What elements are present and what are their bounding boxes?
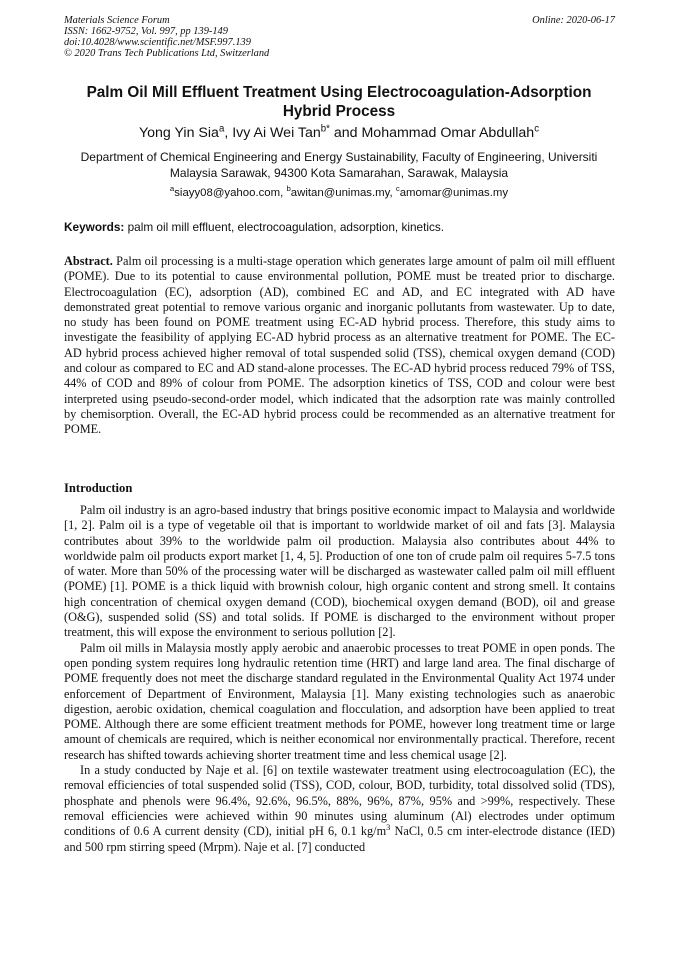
author-3: Mohammad Omar Abdullah <box>361 125 535 141</box>
keywords-text: palm oil mill effluent, electrocoagulation, adsorption, kinetics. <box>124 220 445 234</box>
author-sep-1: , <box>224 125 233 141</box>
introduction-body <box>64 503 615 855</box>
email-b: awitan@unimas.my, <box>290 187 396 199</box>
online-date: Online: 2020-06-17 <box>532 15 615 26</box>
abstract-label: Abstract. <box>64 254 113 268</box>
author-emails <box>56 186 622 200</box>
email-c: amomar@unimas.my <box>399 187 509 199</box>
intro-p3-text-b: NaCl, 0.5 cm inter-electrode distance (IED) and 500 rpm stirring speed (Mrpm). Naje et al. [7] conducted <box>64 824 615 854</box>
journal-name: Materials Science Forum <box>64 15 170 26</box>
email-a-sup: a <box>169 184 175 194</box>
author-sep-2: and <box>329 125 362 141</box>
author-list <box>40 124 638 142</box>
title-line-1: Palm Oil Mill Effluent Treatment Using Electrocoagulation-Adsorption <box>86 84 592 101</box>
issn-line: ISSN: 1662-9752, Vol. 997, pp 139-149 <box>64 26 228 38</box>
intro-paragraph-2: Palm oil mills in Malaysia mostly apply aerobic and anaerobic processes to treat POME in open ponds. The open ponding system requires long hydraulic retention time (HRT) and large land area. The final discharge of POME frequently does not meet the discharge standard regulated in the Environmental Quality Act 1974 under enforcement of Department of Environment, Malaysia [1]. Many existing technologies such as anaerobic digestion, aerobic oxidation, chemical coagulation and flocculation, and adsorption have been applied to treat POME. Although there are some efficient treatment methods for POME, however long treatment time or large amount of chemicals are required, which is neither economical nor environmentally practical. Therefore, recent research has shifted towards achieving shorter treatment time and less chemical usage [2]. <box>64 640 615 762</box>
title-line-2: Hybrid Process <box>282 103 396 120</box>
email-c-sup: c <box>395 184 400 194</box>
intro-p3-text-a: In a study conducted by Naje et al. [6] on textile wastewater treatment using electrocoagulation (EC), the removal efficiencies of total suspended solid (TSS), COD, colour, BOD, turbidity, total dissolved solid (TDS), phosphate and phenols were 96.4%, 92.6%, 96.5%, 88%, 96%, 87%, 95% and >99%, respectively. These removal efficiencies were achieved within 90 minutes using aluminum (Al) electrodes under optimum conditions of 0.6 A current density (CD), initial pH 6, 0.1 kg/m <box>64 763 615 839</box>
abstract <box>64 254 615 438</box>
email-a: siayy08@yahoo.com, <box>174 187 287 199</box>
author-2-sup: b* <box>320 123 330 135</box>
affiliation <box>56 149 622 181</box>
keywords <box>64 220 615 235</box>
author-1: Yong Yin Sia <box>138 125 219 141</box>
intro-p3-sup: 3 <box>386 823 391 833</box>
intro-paragraph-1: Palm oil industry is an agro-based industry that brings positive economic impact to Malaysia and worldwide [1, 2]. Palm oil is a type of vegetable oil that is important to worldwide market of oil and fats [3]. Malaysia contributes about 39% to the worldwide palm oil production. Malaysia also contributes about 44% to worldwide palm oil products export market [1, 4, 5]. Production of one ton of crude palm oil requires 5-7.5 tons of water. More than 50% of the processing water will be discharged as wastewater called palm oil mill effluent (POME) [1]. POME is a thick liquid with brownish colour, high organic content and strong smell. It contains high concentration of chemical oxygen demand (COD), biochemical oxygen demand (BOD), oil and grease (O&G), suspended solid (SS) and total solids. If POME is discharged to the environment without proper treatment, this will expose the environment to serious pollution [2]. <box>64 503 615 640</box>
keywords-label: Keywords: <box>64 220 125 234</box>
email-b-sup: b <box>286 184 291 194</box>
copyright-line: © 2020 Trans Tech Publications Ltd, Switzerland <box>64 48 270 60</box>
affiliation-line-2: Malaysia Sarawak, 94300 Kota Samarahan, Sarawak, Malaysia <box>169 166 509 180</box>
doi-line: doi:10.4028/www.scientific.net/MSF.997.139 <box>64 37 251 49</box>
paper-title <box>60 83 618 121</box>
author-3-sup: c <box>534 123 540 135</box>
journal-header <box>64 15 615 59</box>
affiliation-line-1: Department of Chemical Engineering and Energy Sustainability, Faculty of Engineering, Universiti <box>80 150 598 164</box>
author-2: Ivy Ai Wei Tan <box>232 125 321 141</box>
intro-paragraph-3 <box>64 763 615 855</box>
introduction-heading: Introduction <box>64 481 133 495</box>
abstract-text: Palm oil processing is a multi-stage operation which generates large amount of palm oil mill effluent (POME). Due to its potential to cause environmental pollution, POME must be treated prior to discharge. Electrocoagulation (EC), adsorption (AD), combined EC and AD, and EC integrated with AD have demonstrated great potential to remove various organic and inorganic pollutants from wastewater. Up to date, no study has been found on POME treatment using EC-AD hybrid process. Therefore, this study aims to investigate the feasibility of applying EC-AD hybrid process as an alternative treatment for POME. The EC-AD hybrid process achieved higher removal of total suspended solid (TSS), chemical oxygen demand (COD) and colour as compared to EC and AD stand-alone processes. The EC-AD hybrid process reduced 79% of TSS, 44% of COD and 89% of colour from POME. The adsorption kinetics of TSS, COD and colour were best interpreted using pseudo-second-order model, which indicated that the adsorption rate was mainly controlled by chemisorption. Overall, the EC-AD hybrid process could be recommended as an alternative treatment for POME. <box>64 254 615 437</box>
author-1-sup: a <box>218 123 225 135</box>
